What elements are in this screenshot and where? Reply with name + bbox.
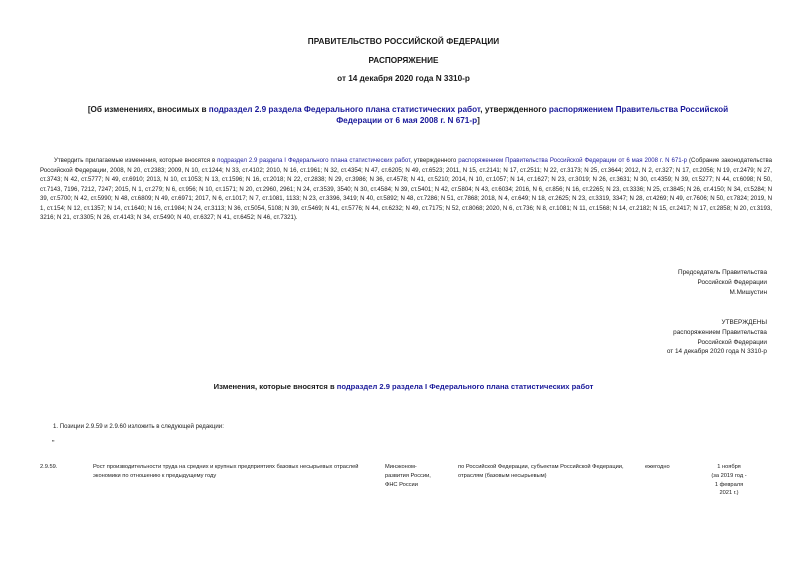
- signature-country: Российской Федерации: [697, 278, 767, 286]
- org-line-3: ФНС России: [385, 481, 418, 488]
- subject-text-close: ]: [477, 116, 480, 125]
- approved-by: распоряжением Правительства: [673, 328, 767, 336]
- body-link-order[interactable]: распоряжением Правительства Российской Федерации от 6 мая 2008 г. N 671-р: [458, 157, 688, 164]
- change-item-1: 1. Позиции 2.9.59 и 2.9.60 изложить в следующей редакции:: [53, 423, 224, 430]
- row-frequency: ежегодно: [645, 464, 670, 470]
- signature-block: [678, 268, 767, 297]
- body-link-subsection[interactable]: подраздел 2.9 раздела I Федерального плана статистических работ: [217, 157, 411, 164]
- deadline-line-2: (за 2019 год -: [711, 472, 747, 479]
- subject-text-mid: , утвержденного: [480, 105, 549, 114]
- body-text-3: (Собрание законодательства Российской Федерации, 2008, N 20, ст.2383; 2009, N 10, ст.1244; N 33, ст.4102; 2010, N 16, ст.1961; N 32, ст.4354; N 47, ст.6205; N 49, ст.6523; 2011, N 15, ст.2141; N 17, ст.2511; N 22, ст.3173; N 25, ст.3644; 2012, N 2, ст.327; N 17, ст.2056; N 19, ст.2479; N 27, ст.3743; N 42, ст.5777; N 49, ст.6910; 2013, N 10, ст.1053; N 13, ст.1596; N 16, ст.2018; N 22, ст.2838; N 29, ст.3986; N 36, ст.4578; N 41, ст.5210; 2014, N 10, ст.1057; N 14, ст.1627; N 23, ст.3019; N 26, ст.3631; N 30, ст.4359; N 39, ст.5277; N 44, ст.6098; N 50, ст.7143, 7196, 7212, 7247; 2015, N 1, ст.279; N 6, ст.956; N 10, ст.1571; N 20, ст.2960, 2961; N 24, ст.3539, 3540; N 30, ст.4584; N 39, ст.5401; N 42, ст.5804; N 43, ст.6034; 2016, N 6, ст.856; N 16, ст.2265; N 23, ст.3336; N 25, ст.3845; N 26, ст.4150; N 34, ст.5284; N 39, ст.5700; N 42, ст.5990; N 48, ст.6809; N 49, ст.6971; 2017, N 6, ст.1017; N 7, ст.1081, 1133; N 23, ст.3396, 3419; N 40, ст.5892; N 48, ст.7286; N 51, ст.7868; 2018, N 4, ст.649; N 18, ст.2625; N 23, ст.3319, 3347; N 28, ст.4269; N 49, ст.7606; N 50, ст.7824; 2019, N 1, ст.154; N 12, ст.1357; N 14, ст.1640; N 16, ст.1984; N 24, ст.3113; N 36, ст.5054, 5108; N 39, ст.5469; N 41, ст.5776; N 44, ст.6232; N 49, ст.7175; N 52, ст.8068; 2020, N 6, ст.736; N 8, ст.1081; N 11, ст.1568; N 14, ст.2182; N 15, ст.2417; N 17, ст.2858; N 20, ст.3193, 3216; N 21, ст.3305; N 26, ст.4143; N 34, ст.5490; N 40, ст.6327; N 41, ст.6452; N 46, ст.7321).: [40, 157, 772, 221]
- row-deadline: [690, 463, 768, 498]
- org-line-1: Минэконом-: [385, 464, 417, 470]
- body-text-1: Утвердить прилагаемые изменения, которые вносятся в: [54, 157, 218, 164]
- subject-link-subsection[interactable]: подраздел 2.9 раздела Федерального плана статистических работ: [208, 105, 481, 114]
- order-body-paragraph: [40, 156, 772, 223]
- changes-heading: [0, 382, 807, 391]
- subject-text-open: [Об изменениях, вносимых в: [87, 105, 209, 114]
- approved-label: УТВЕРЖДЕНЫ: [721, 319, 767, 326]
- document-subject: [78, 104, 738, 126]
- signature-name: М.Мишустин: [729, 288, 767, 296]
- changes-heading-text: Изменения, которые вносятся в: [213, 382, 337, 391]
- changes-heading-link[interactable]: подраздел 2.9 раздела I Федерального плана статистических работ: [336, 382, 594, 391]
- body-text-2: , утвержденного: [410, 157, 459, 164]
- approved-date: от 14 декабря 2020 года N 3310-р: [666, 348, 767, 356]
- government-heading: ПРАВИТЕЛЬСТВО РОССИЙСКОЙ ФЕДЕРАЦИИ: [307, 37, 500, 46]
- document-date-heading: от 14 декабря 2020 года N 3310-р: [337, 74, 470, 83]
- deadline-line-3: 1 февраля: [714, 481, 744, 488]
- row-number: 2.9.59.: [40, 464, 58, 470]
- org-line-2: развития России,: [385, 472, 431, 479]
- deadline-line-1: 1 ноября: [717, 464, 741, 470]
- deadline-line-4: 2021 г.): [719, 490, 739, 497]
- row-indicator: Рост производительности труда на средних и крупных предприятиях базовых несырьевых отраслей экономики по отношению к предыдущему году: [93, 464, 359, 479]
- approved-block: [667, 318, 767, 357]
- document-type-heading: РАСПОРЯЖЕНИЕ: [368, 56, 439, 65]
- row-organizations: [385, 463, 445, 489]
- signature-title: Председатель Правительства: [678, 269, 767, 276]
- opening-quote: ": [52, 440, 55, 447]
- row-scope: по Российской Федерации, субъектам Российской Федерации, отраслям (базовым несырьевым): [458, 464, 624, 479]
- approved-country: Российской Федерации: [697, 338, 767, 346]
- subject-link-order[interactable]: распоряжением Правительства Российской Федерации от 6 мая 2008 г. N 671-р: [336, 105, 729, 125]
